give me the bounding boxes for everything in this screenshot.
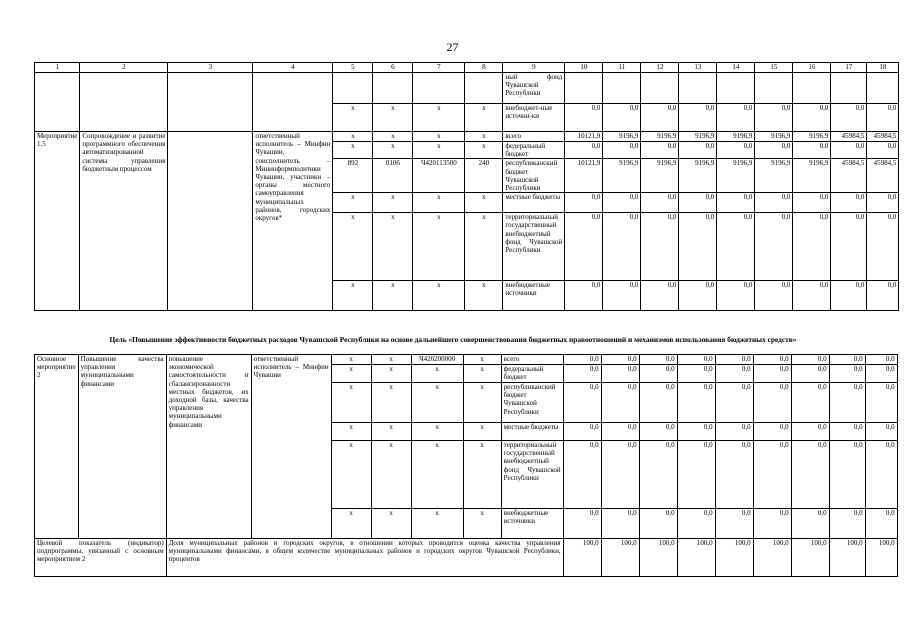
code-cell: x bbox=[465, 281, 503, 311]
code-cell bbox=[333, 73, 373, 104]
value-cell: 0,0 bbox=[717, 213, 755, 281]
code-cell: x bbox=[333, 142, 373, 159]
value-cell: 0,0 bbox=[865, 383, 897, 423]
value-cell: 0,0 bbox=[679, 193, 717, 213]
value-cell: 45984,5 bbox=[831, 132, 867, 142]
measure-label: Основное мероприятие 2 bbox=[35, 355, 79, 539]
code-cell: 240 bbox=[465, 159, 503, 193]
code-cell: x bbox=[413, 193, 465, 213]
code-cell: x bbox=[373, 142, 413, 159]
page-number: 27 bbox=[446, 40, 459, 54]
value-cell: 0,0 bbox=[563, 423, 601, 441]
code-cell bbox=[413, 73, 465, 104]
value-cell: 0,0 bbox=[603, 104, 641, 132]
value-cell: 0,0 bbox=[715, 441, 753, 509]
value-cell: 0,0 bbox=[677, 441, 715, 509]
value-cell: 0,0 bbox=[679, 142, 717, 159]
value-cell: 45984,5 bbox=[867, 132, 899, 142]
value-cell: 0,0 bbox=[829, 441, 865, 509]
code-cell: x bbox=[333, 193, 373, 213]
value-cell: 0,0 bbox=[791, 383, 829, 423]
column-number-cell: 15 bbox=[755, 63, 793, 73]
value-cell: 9196,9 bbox=[793, 132, 831, 142]
value-cell: 9196,9 bbox=[679, 132, 717, 142]
code-cell: x bbox=[413, 132, 465, 142]
column-number-cell: 8 bbox=[465, 63, 503, 73]
value-cell: 0,0 bbox=[829, 383, 865, 423]
funding-source-cell: местные бюджеты bbox=[503, 193, 565, 213]
value-cell: 0,0 bbox=[639, 423, 677, 441]
value-cell: 0,0 bbox=[865, 355, 897, 365]
column-number-cell: 11 bbox=[603, 63, 641, 73]
value-cell: 0,0 bbox=[603, 281, 641, 311]
measure-executor: ответственный исполнитель – Минфин Чувашии bbox=[251, 355, 331, 539]
value-cell: 9196,9 bbox=[603, 159, 641, 193]
value-cell: 0,0 bbox=[753, 441, 791, 509]
value-cell: 0,0 bbox=[865, 509, 897, 539]
column-number-cell: 17 bbox=[831, 63, 867, 73]
column-number-cell: 10 bbox=[565, 63, 603, 73]
value-cell: 100,0 bbox=[601, 539, 639, 577]
funding-source-cell: внебюджетные источники bbox=[503, 281, 565, 311]
value-cell: 0,0 bbox=[829, 365, 865, 383]
value-cell: 0,0 bbox=[867, 104, 899, 132]
value-cell: 9196,9 bbox=[755, 132, 793, 142]
column-number-cell: 5 bbox=[333, 63, 373, 73]
value-cell: 0,0 bbox=[791, 423, 829, 441]
value-cell: 0,0 bbox=[563, 355, 601, 365]
code-cell: x bbox=[333, 132, 373, 142]
value-cell: 0,0 bbox=[753, 365, 791, 383]
code-cell: x bbox=[371, 423, 411, 441]
value-cell: 9196,9 bbox=[717, 159, 755, 193]
code-cell: x bbox=[411, 423, 463, 441]
value-cell: 9196,9 bbox=[755, 159, 793, 193]
code-cell: x bbox=[371, 365, 411, 383]
code-cell: x bbox=[411, 383, 463, 423]
value-cell: 0,0 bbox=[793, 142, 831, 159]
value-cell: 9196,9 bbox=[717, 132, 755, 142]
value-cell: 0,0 bbox=[829, 423, 865, 441]
column-number-cell: 1 bbox=[35, 63, 80, 73]
empty-cell bbox=[35, 73, 80, 132]
value-cell: 0,0 bbox=[791, 509, 829, 539]
column-number-cell: 2 bbox=[80, 63, 168, 73]
value-cell: 0,0 bbox=[791, 365, 829, 383]
value-cell: 0,0 bbox=[601, 441, 639, 509]
empty-cell bbox=[253, 73, 333, 132]
target-indicator-row bbox=[35, 539, 898, 577]
value-cell: 0,0 bbox=[677, 365, 715, 383]
column-number-cell: 16 bbox=[793, 63, 831, 73]
value-cell: 0,0 bbox=[793, 104, 831, 132]
value-cell: 100,0 bbox=[829, 539, 865, 577]
value-cell: 0,0 bbox=[831, 193, 867, 213]
column-number-cell: 13 bbox=[679, 63, 717, 73]
value-cell: 0,0 bbox=[715, 383, 753, 423]
column-number-cell: 9 bbox=[503, 63, 565, 73]
value-cell: 0,0 bbox=[565, 193, 603, 213]
code-cell: x bbox=[465, 132, 503, 142]
table-row bbox=[35, 355, 898, 365]
value-cell: 0,0 bbox=[565, 104, 603, 132]
value-cell: 0,0 bbox=[601, 423, 639, 441]
value-cell: 0,0 bbox=[791, 355, 829, 365]
value-cell: 0,0 bbox=[715, 365, 753, 383]
budget-table-upper bbox=[34, 62, 899, 311]
value-cell: 9196,9 bbox=[793, 159, 831, 193]
value-cell: 0,0 bbox=[639, 365, 677, 383]
funding-source-cell: всего bbox=[503, 132, 565, 142]
value-cell: 0,0 bbox=[563, 441, 601, 509]
value-cell: 0,0 bbox=[641, 213, 679, 281]
code-cell: x bbox=[331, 365, 371, 383]
value-cell: 0,0 bbox=[601, 509, 639, 539]
code-cell: x bbox=[371, 355, 411, 365]
code-cell: x bbox=[371, 383, 411, 423]
code-cell: x bbox=[411, 365, 463, 383]
value-cell: 0,0 bbox=[715, 355, 753, 365]
value-cell: 0,0 bbox=[755, 281, 793, 311]
code-cell: x bbox=[333, 104, 373, 132]
value-cell: 0,0 bbox=[679, 281, 717, 311]
value-cell: 0,0 bbox=[865, 441, 897, 509]
value-cell: 0,0 bbox=[793, 281, 831, 311]
measure-name: Повышение качества управления муниципальными финансами bbox=[78, 355, 166, 539]
code-cell: x bbox=[413, 213, 465, 281]
value-cell: 9196,9 bbox=[679, 159, 717, 193]
code-cell: x bbox=[463, 423, 501, 441]
value-cell: 0,0 bbox=[641, 104, 679, 132]
value-cell: 0,0 bbox=[639, 509, 677, 539]
code-cell: x bbox=[465, 193, 503, 213]
value-cell bbox=[565, 73, 603, 104]
code-cell: x bbox=[463, 355, 501, 365]
column-number-cell: 4 bbox=[253, 63, 333, 73]
code-cell: x bbox=[331, 423, 371, 441]
value-cell: 0,0 bbox=[601, 355, 639, 365]
value-cell: 0,0 bbox=[791, 441, 829, 509]
value-cell: 0,0 bbox=[641, 193, 679, 213]
table-row bbox=[35, 132, 899, 142]
column-number-cell: 7 bbox=[413, 63, 465, 73]
code-cell: x bbox=[465, 213, 503, 281]
value-cell: 0,0 bbox=[717, 142, 755, 159]
value-cell: 0,0 bbox=[639, 441, 677, 509]
value-cell bbox=[603, 73, 641, 104]
code-cell: x bbox=[371, 509, 411, 539]
value-cell: 0,0 bbox=[565, 281, 603, 311]
value-cell: 0,0 bbox=[793, 213, 831, 281]
value-cell: 0,0 bbox=[755, 193, 793, 213]
empty-cell bbox=[80, 73, 168, 132]
value-cell: 0,0 bbox=[639, 383, 677, 423]
value-cell bbox=[679, 73, 717, 104]
measure-executor: ответственный исполнитель – Минфин Чувашии, соисполнитель – Мининформполитики Чувашии, участники – органы местного самоуправления муниципальных районов, городских округов* bbox=[253, 132, 333, 311]
funding-source-cell: ный фонд Чувашской Республики bbox=[503, 73, 565, 104]
measure-label: Мероприятие 1.5 bbox=[35, 132, 80, 311]
value-cell: 100,0 bbox=[791, 539, 829, 577]
value-cell: 0,0 bbox=[679, 213, 717, 281]
column-number-cell: 6 bbox=[373, 63, 413, 73]
target-indicator-text: Доля муниципальных районов и городских округов, в отношении которых проводится оценка качества управления муниципальными финансами, в общем количестве муниципальных районов и городских округов Чувашской Республики, процентов bbox=[166, 539, 563, 577]
value-cell: 0,0 bbox=[793, 193, 831, 213]
column-number-cell: 3 bbox=[168, 63, 253, 73]
funding-source-cell: федеральный бюджет bbox=[501, 365, 563, 383]
code-cell: x bbox=[373, 193, 413, 213]
value-cell: 0,0 bbox=[677, 509, 715, 539]
value-cell: 0,0 bbox=[831, 281, 867, 311]
code-cell bbox=[465, 73, 503, 104]
value-cell: 100,0 bbox=[677, 539, 715, 577]
value-cell: 100,0 bbox=[563, 539, 601, 577]
code-cell: x bbox=[373, 132, 413, 142]
value-cell: 0,0 bbox=[867, 193, 899, 213]
code-cell: x bbox=[331, 509, 371, 539]
value-cell: 0,0 bbox=[831, 213, 867, 281]
code-cell bbox=[373, 73, 413, 104]
code-cell: x bbox=[413, 104, 465, 132]
value-cell bbox=[867, 73, 899, 104]
value-cell: 0,0 bbox=[565, 142, 603, 159]
header-row bbox=[35, 63, 899, 73]
value-cell: 0,0 bbox=[715, 423, 753, 441]
value-cell: 0,0 bbox=[639, 355, 677, 365]
code-cell: x bbox=[371, 441, 411, 509]
code-cell: x bbox=[333, 213, 373, 281]
value-cell: 9196,9 bbox=[641, 132, 679, 142]
value-cell: 0,0 bbox=[677, 423, 715, 441]
value-cell: 100,0 bbox=[865, 539, 897, 577]
empty-cell bbox=[168, 73, 253, 132]
value-cell: 0,0 bbox=[755, 213, 793, 281]
value-cell: 0,0 bbox=[603, 142, 641, 159]
value-cell: 0,0 bbox=[601, 365, 639, 383]
code-cell: x bbox=[465, 142, 503, 159]
value-cell: 100,0 bbox=[715, 539, 753, 577]
column-number-cell: 12 bbox=[641, 63, 679, 73]
funding-source-cell: внебюджет-ные источни-ки bbox=[503, 104, 565, 132]
value-cell: 0,0 bbox=[867, 142, 899, 159]
code-cell: x bbox=[463, 509, 501, 539]
value-cell: 0,0 bbox=[565, 213, 603, 281]
value-cell: 0,0 bbox=[753, 355, 791, 365]
value-cell: 0,0 bbox=[829, 355, 865, 365]
value-cell: 100,0 bbox=[753, 539, 791, 577]
code-cell: x bbox=[413, 142, 465, 159]
column-number-cell: 18 bbox=[867, 63, 899, 73]
code-cell: x bbox=[463, 365, 501, 383]
value-cell: 45984,5 bbox=[831, 159, 867, 193]
value-cell: 0,0 bbox=[603, 213, 641, 281]
code-cell: 0106 bbox=[373, 159, 413, 193]
value-cell: 0,0 bbox=[679, 104, 717, 132]
code-cell: x bbox=[413, 281, 465, 311]
value-cell: 0,0 bbox=[641, 142, 679, 159]
value-cell: 0,0 bbox=[563, 383, 601, 423]
code-cell: x bbox=[411, 441, 463, 509]
value-cell: 0,0 bbox=[641, 281, 679, 311]
code-cell: 892 bbox=[333, 159, 373, 193]
code-cell: Ч420113500 bbox=[413, 159, 465, 193]
code-cell: x bbox=[373, 213, 413, 281]
code-cell: x bbox=[331, 441, 371, 509]
code-cell: x bbox=[465, 104, 503, 132]
value-cell: 0,0 bbox=[755, 104, 793, 132]
value-cell: 0,0 bbox=[601, 383, 639, 423]
code-cell: x bbox=[333, 281, 373, 311]
value-cell bbox=[793, 73, 831, 104]
value-cell: 0,0 bbox=[753, 509, 791, 539]
value-cell: 0,0 bbox=[829, 509, 865, 539]
value-cell: 0,0 bbox=[603, 193, 641, 213]
target-indicator-label: Целевой показатель (индикатор) подпрограммы, увязанный с основным мероприятием 2 bbox=[35, 539, 167, 577]
code-cell: x bbox=[411, 509, 463, 539]
measure-result: повышение экономической самостоятельности и сбалансированности местных бюджетов, их доходной базы, качества управления муниципальными финансами bbox=[166, 355, 251, 539]
value-cell: 0,0 bbox=[867, 213, 899, 281]
code-cell: x bbox=[463, 383, 501, 423]
value-cell bbox=[641, 73, 679, 104]
value-cell: 0,0 bbox=[753, 383, 791, 423]
column-number-cell: 14 bbox=[717, 63, 755, 73]
value-cell: 0,0 bbox=[831, 142, 867, 159]
value-cell bbox=[831, 73, 867, 104]
value-cell: 100,0 bbox=[639, 539, 677, 577]
table-row bbox=[35, 73, 899, 104]
value-cell bbox=[755, 73, 793, 104]
value-cell: 45984,5 bbox=[867, 159, 899, 193]
funding-source-cell: территориальный государственный внебюджетный фонд Чувашской Республики bbox=[503, 213, 565, 281]
value-cell: 0,0 bbox=[717, 193, 755, 213]
funding-source-cell: республиканский бюджет Чувашской Республики bbox=[503, 159, 565, 193]
value-cell: 9196,9 bbox=[641, 159, 679, 193]
value-cell: 10121,9 bbox=[565, 159, 603, 193]
goal-heading: Цель «Повышение эффективности бюджетных расходов Чувашской Республики на основе дальнейшего совершенствования бюджетных правоотношений и механизмов использования бюджетных средств» bbox=[109, 335, 797, 344]
code-cell: x bbox=[331, 383, 371, 423]
value-cell: 0,0 bbox=[865, 365, 897, 383]
value-cell: 0,0 bbox=[831, 104, 867, 132]
funding-source-cell: всего bbox=[501, 355, 563, 365]
value-cell: 0,0 bbox=[563, 365, 601, 383]
funding-source-cell: республиканский бюджет Чувашской Республики bbox=[501, 383, 563, 423]
measure-name: Сопровождение и развитие программного обеспечения автоматизированной системы управления бюджетным процессом bbox=[80, 132, 168, 311]
value-cell: 0,0 bbox=[755, 142, 793, 159]
value-cell: 10121,9 bbox=[565, 132, 603, 142]
funding-source-cell: местные бюджеты bbox=[501, 423, 563, 441]
value-cell: 0,0 bbox=[563, 509, 601, 539]
measure-result bbox=[168, 132, 253, 311]
funding-source-cell: территориальный государственный внебюджетный фонд Чувашской Республики bbox=[501, 441, 563, 509]
value-cell: 0,0 bbox=[677, 355, 715, 365]
value-cell: 0,0 bbox=[753, 423, 791, 441]
code-cell: x bbox=[373, 281, 413, 311]
value-cell bbox=[717, 73, 755, 104]
value-cell: 0,0 bbox=[715, 509, 753, 539]
code-cell: Ч420200000 bbox=[411, 355, 463, 365]
code-cell: x bbox=[373, 104, 413, 132]
value-cell: 0,0 bbox=[865, 423, 897, 441]
value-cell: 0,0 bbox=[867, 281, 899, 311]
code-cell: x bbox=[331, 355, 371, 365]
value-cell: 0,0 bbox=[717, 104, 755, 132]
value-cell: 0,0 bbox=[677, 383, 715, 423]
budget-table-lower bbox=[34, 354, 898, 577]
funding-source-cell: федеральный бюджет bbox=[503, 142, 565, 159]
code-cell: x bbox=[463, 441, 501, 509]
value-cell: 9196,9 bbox=[603, 132, 641, 142]
value-cell: 0,0 bbox=[717, 281, 755, 311]
funding-source-cell: внебюджетные источники bbox=[501, 509, 563, 539]
